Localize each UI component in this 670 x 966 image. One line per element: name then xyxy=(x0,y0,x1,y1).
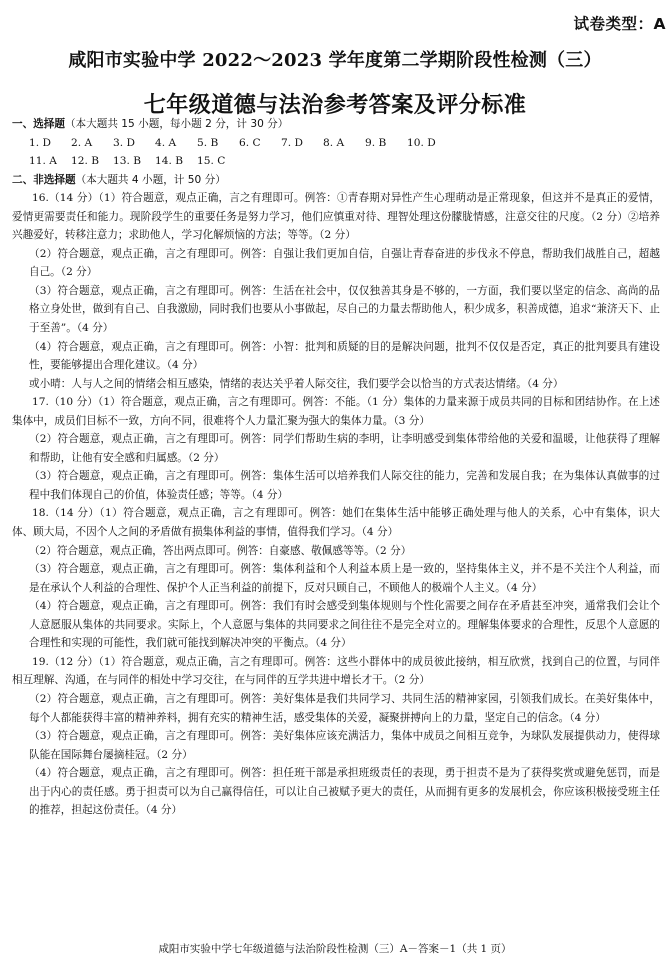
q19-part3: （3）符合题意，观点正确，言之有理即可。例答：美好集体应该充满活力，集体中成员之间相互竞争，为球队发展提供动力，使得球队能在国际舞台屡摘桂冠。（2 分） xyxy=(29,730,660,761)
q16-part3: （3）符合题意，观点正确，言之有理即可。例答：生活在社会中，仅仅独善其身是不够的，一方面，我们要以坚定的信念、高尚的品格立身处世，做到有自己、自我激励，同时我们也要从小事做起，尽自己的力量去帮助他人，积少成多，积善成德，追求“兼济天下、止于至善”。（4 分） xyxy=(29,284,660,335)
choice-answer: 6. C xyxy=(239,136,261,149)
question-19 xyxy=(12,653,660,820)
choice-answer: 3. D xyxy=(113,136,135,149)
choice-answer: 2. A xyxy=(71,136,93,149)
q17-part2: （2）符合题意，观点正确，言之有理即可。例答：同学们帮助生病的李明，让李明感受到集体带给他的关爱和温暖，让他获得了理解和帮助，让他有安全感和归属感。（2 分） xyxy=(29,433,660,464)
section1-note: （本大题共 15 小题，每小题 2 分，计 30 分） xyxy=(64,118,289,130)
q19-part2: （2）符合题意，观点正确，言之有理即可。例答：美好集体是我们共同学习、共同生活的精神家园，引领我们成长。在美好集体中，每个人都能获得丰富的精神养料，拥有充实的精神生活，感受集体的关爱，凝聚拼搏向上的力量，坚定自己的信念。（4 分） xyxy=(29,692,660,724)
question-18 xyxy=(12,504,660,652)
q17-part3: （3）符合题意，观点正确，言之有理即可。例答：集体生活可以培养我们人际交往的能力，完善和发展自我；在为集体认真做事的过程中我们体现自己的价值，体验责任感；等等。（4 分） xyxy=(29,470,660,501)
question-16 xyxy=(12,189,660,393)
answer-key-title: 七年级道德与法治参考答案及评分标准 xyxy=(143,93,527,118)
paper-type-label: 试卷类型：A xyxy=(573,15,666,33)
choice-answer: 7. D xyxy=(281,136,303,149)
section1-title: 一、选择题 xyxy=(12,118,65,130)
page-footer: 咸阳市实验中学七年级道德与法治阶段性检测（三）A－答案－1（共 1 页） xyxy=(158,943,512,955)
section2-heading xyxy=(12,171,660,190)
choice-answer: 1. D xyxy=(29,136,51,149)
section2-note: （本大题共 4 小题，计 50 分） xyxy=(75,173,226,186)
q16-part4: （4）符合题意，观点正确，言之有理即可。例答：小智：批判和质疑的目的是解决问题，批判不仅仅是否定，真正的批判要具有建设性，要能够提出合理化建议。（4 分） xyxy=(29,340,660,372)
choice-answers-row1 xyxy=(12,134,660,153)
choice-answers-row2 xyxy=(12,152,660,171)
section1-heading xyxy=(12,115,660,134)
q18-part4: （4）符合题意，观点正确，言之有理即可。例答：我们有时会感受到集体规则与个性化需要之间存在矛盾甚至冲突，通常我们会让个人意愿服从集体的共同要求。实际上，个人意愿与集体的共同要求之间往往不是完全对立的。理解集体要求的合理性，反思个人意愿的合理性和实现的可能性，我们就可能找到解决冲突的平衡点。（4 分） xyxy=(29,600,660,650)
choice-answer: 10. D xyxy=(407,136,436,149)
q16-part1: 16.（14 分）（1）符合题意，观点正确，言之有理即可。例答：①青春期对异性产生心理萌动是正常现象，但这并不是真正的爱情，爱情更需要责任和能力。现阶段学生的重要任务是努力学习，他们应慎重对待、理智处理这份朦胧情感，注意交往的尺度。（2 分）②培养兴趣爱好，转移注意力；求助他人，学习化解烦恼的方法；等等。（2 分） xyxy=(12,192,660,242)
q17-part1: 17.（10 分）（1）符合题意，观点正确，言之有理即可。例答：不能。（1 分）集体的力量来源于成员共同的目标和团结协作。在上述集体中，成员们目标不一致，方向不同，很难将个人力量汇聚为强大的集体力量。（3 分） xyxy=(12,396,660,427)
exam-title: 咸阳市实验中学 2022～2023 学年度第二学期阶段性检测（三） xyxy=(68,50,602,71)
answer-body xyxy=(12,115,660,820)
choice-answer: 9. B xyxy=(365,136,387,149)
choice-answer: 15. C xyxy=(197,155,226,168)
choice-answer: 8. A xyxy=(323,136,345,149)
q18-part3: （3）符合题意，观点正确，言之有理即可。例答：集体利益和个人利益本质上是一致的，坚持集体主义，并不是不关注个人利益，而是在承认个人利益的合理性、保护个人正当利益的前提下，反对只顾自己，不顾他人的极端个人主义。（4 分） xyxy=(29,563,660,594)
question-17 xyxy=(12,393,660,504)
q18-part2: （2）符合题意，观点正确，答出两点即可。例答：自豪感、敬佩感等等。（2 分） xyxy=(29,544,412,557)
section2-title: 二、非选择题 xyxy=(12,173,76,186)
choice-answer: 13. B xyxy=(113,155,141,168)
q19-part1: 19.（12 分）（1）符合题意，观点正确，言之有理即可。例答：这些小群体中的成员彼此接纳，相互欣赏，找到自己的位置，与同伴相互理解、沟通，在与同伴的相处中学习交往，在与同伴的互学共进中增长才干。（2 分） xyxy=(12,655,660,687)
choice-answer: 12. B xyxy=(71,155,99,168)
q16-part2: （2）符合题意，观点正确，言之有理即可。例答：自强让我们更加自信，自强让青春奋进的步伐永不停息，帮助我们战胜自己，超越自己。（2 分） xyxy=(29,247,660,279)
choice-answer: 11. A xyxy=(29,155,57,168)
q19-part4: （4）符合题意，观点正确，言之有理即可。例答：担任班干部是承担班级责任的表现，勇于担责不是为了获得奖赏或避免惩罚，而是出于内心的责任感。勇于担责可以为自己赢得信任，可以让自己被赋予更大的责任，从而拥有更多的发展机会，你应该积极接受班主任的推荐，担起这份责任。（4 分） xyxy=(29,767,660,817)
choice-answer: 4. A xyxy=(155,136,177,149)
q18-part1: 18.（14 分）（1）符合题意，观点正确，言之有理即可。例答：她们在集体生活中能够正确处理与他人的关系，心中有集体，识大体、顾大局，不因个人之间的矛盾做有损集体利益的事情，值得我们学习。（4 分） xyxy=(12,507,660,539)
q16-part4-alt: 或小晴：人与人之间的情绪会相互感染，情绪的表达关乎着人际交往，我们要学会以恰当的方式表达情绪。（4 分） xyxy=(29,377,564,390)
choice-answer: 5. B xyxy=(197,136,219,149)
choice-answer: 14. B xyxy=(155,155,183,168)
